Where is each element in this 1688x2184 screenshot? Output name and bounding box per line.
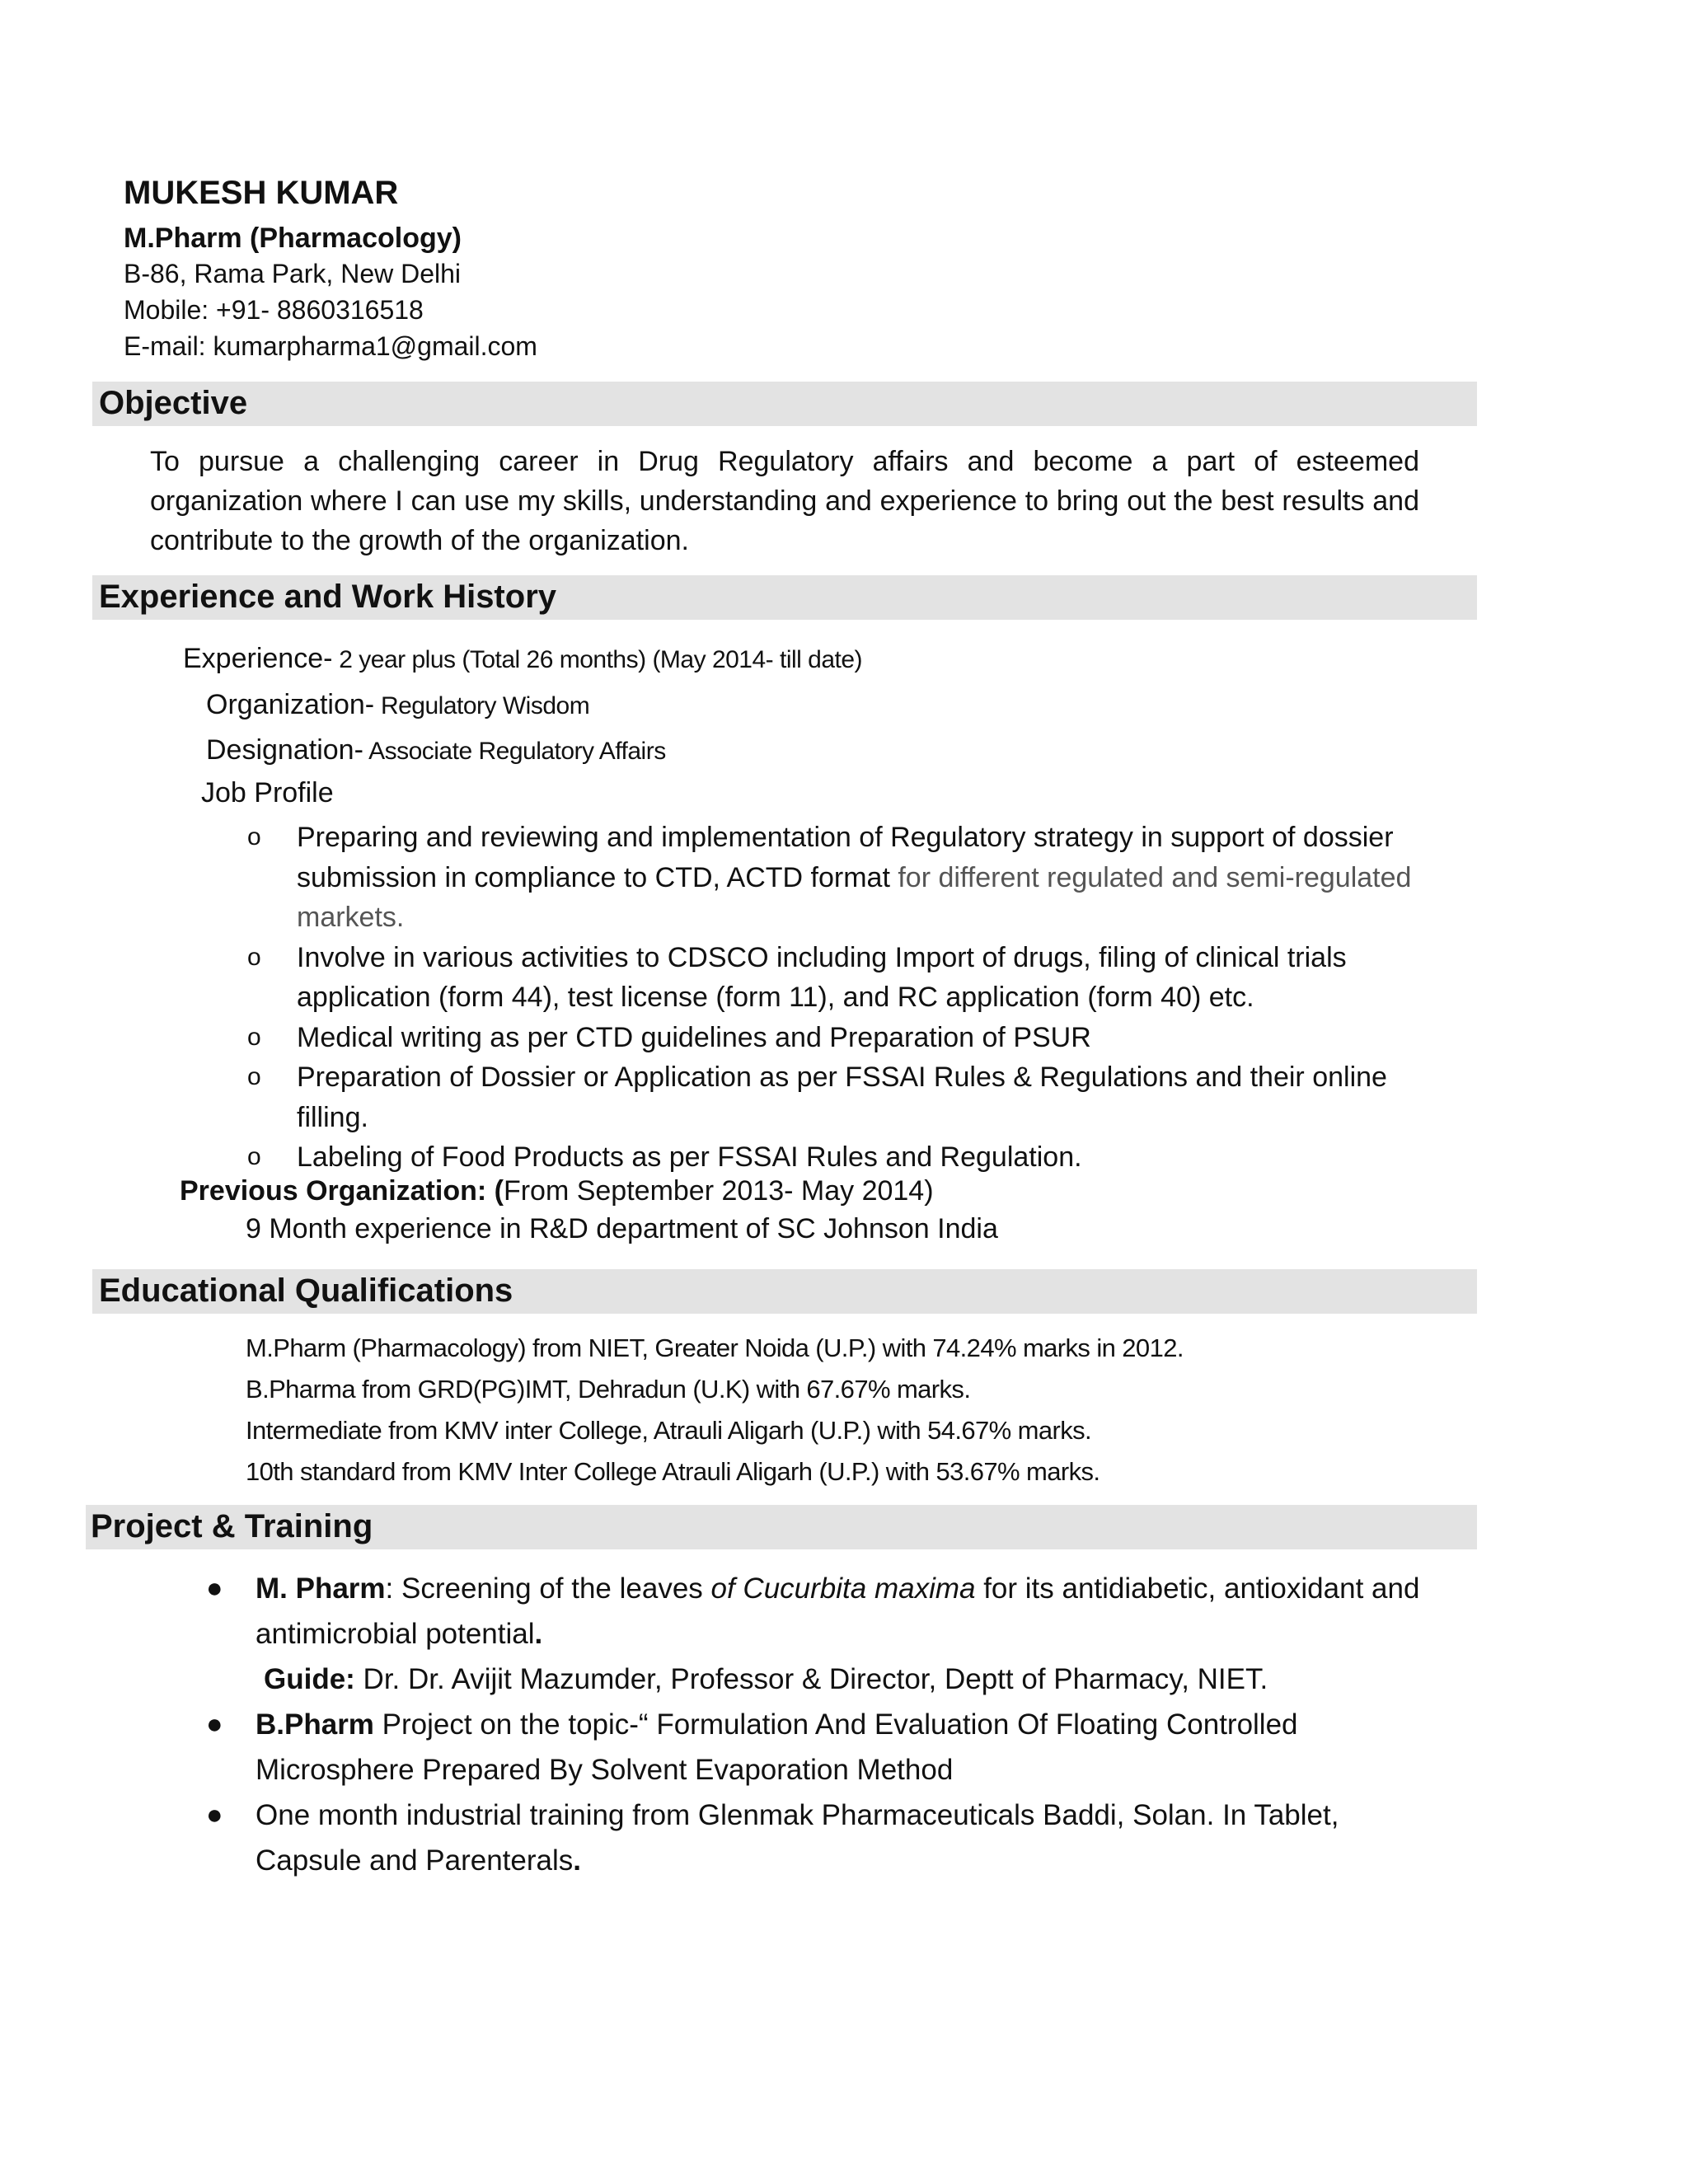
section-experience <box>92 575 1477 620</box>
project-label: M. Pharm <box>256 1572 386 1605</box>
candidate-name: MUKESH KUMAR <box>124 175 399 211</box>
education-item: M.Pharm (Pharmacology) from NIET, Greater Noida (U.P.) with 74.24% marks in 2012. <box>246 1333 1184 1362</box>
circle-bullet-icon: o <box>247 1143 261 1170</box>
circle-bullet-icon: o <box>247 823 261 851</box>
section-title: Objective <box>99 385 248 421</box>
circle-bullet-icon: o <box>247 1063 261 1090</box>
bullet-icon: ● <box>206 1708 223 1740</box>
bullet-icon: ● <box>206 1572 223 1604</box>
candidate-degree: M.Pharm (Pharmacology) <box>124 223 462 254</box>
job-profile-label: Job Profile <box>201 777 334 808</box>
section-projects <box>86 1505 1477 1549</box>
organization-value: Regulatory Wisdom <box>374 692 590 719</box>
previous-dates: From September 2013- May 2014) <box>503 1175 934 1207</box>
education-item: 10th standard from KMV Inter College Atrauli Aligarh (U.P.) with 53.67% marks. <box>246 1457 1100 1486</box>
bullet-icon: ● <box>206 1799 223 1830</box>
list-item: o Preparation of Dossier or Application as per FSSAI Rules & Regulations and their online filling. <box>247 1057 1434 1137</box>
objective-text: To pursue a challenging career in Drug Regulatory affairs and become a part of esteemed organization where I can use my skills, understanding and experience to bring out the best results and contribute to the growth of the organization. <box>150 446 1419 556</box>
previous-detail: 9 Month experience in R&D department of SC Johnson India <box>246 1213 998 1244</box>
guide-line: Guide: Dr. Dr. Avijit Mazumder, Professor & Director, Deptt of Pharmacy, NIET. <box>264 1663 1268 1695</box>
guide-label: Guide: <box>264 1663 355 1695</box>
address: B-86, Rama Park, New Delhi <box>124 259 462 288</box>
job-profile-list <box>247 818 1434 1178</box>
education-item: Intermediate from KMV inter College, Atrauli Aligarh (U.P.) with 54.67% marks. <box>246 1416 1092 1445</box>
list-item: ● M. Pharm: Screening of the leaves of Cucurbita maxima for its antidiabetic, antioxidant and antimicrobial potential. <box>206 1566 1442 1657</box>
section-education <box>92 1269 1477 1314</box>
section-objective <box>92 382 1477 426</box>
circle-bullet-icon: o <box>247 1023 261 1051</box>
list-item: o Preparing and reviewing and implementation of Regulatory strategy in support of dossier submission in compliance to CTD, ACTD format for different regulated and semi-regulated markets. <box>247 818 1434 938</box>
organization-line <box>206 689 589 721</box>
species-name: of Cucurbita maxima <box>710 1572 976 1605</box>
previous-organization <box>180 1175 934 1207</box>
list-item: ● One month industrial training from Glenmak Pharmaceuticals Baddi, Solan. In Tablet, Capsule and Parenterals. <box>206 1793 1442 1883</box>
section-title: Experience and Work History <box>99 579 556 615</box>
organization-label: Organization- <box>206 689 375 720</box>
experience-line <box>183 643 862 675</box>
section-title: Educational Qualifications <box>99 1272 513 1309</box>
mobile: Mobile: +91- 8860316518 <box>124 295 424 325</box>
education-item: B.Pharma from GRD(PG)IMT, Dehradun (U.K) with 67.67% marks. <box>246 1375 971 1404</box>
email[interactable]: E-mail: kumarpharma1@gmail.com <box>124 331 537 361</box>
circle-bullet-icon: o <box>247 943 261 971</box>
list-item: o Labeling of Food Products as per FSSAI Rules and Regulation. <box>247 1137 1434 1178</box>
list-item: ● B.Pharm Project on the topic-“ Formulation And Evaluation Of Floating Controlled Microsphere Prepared By Solvent Evaporation Method <box>206 1702 1442 1793</box>
experience-label: Experience- <box>183 643 333 674</box>
section-title: Project & Training <box>91 1508 373 1544</box>
designation-line <box>206 734 666 766</box>
list-item: o Medical writing as per CTD guidelines and Preparation of PSUR <box>247 1018 1434 1058</box>
project-label: B.Pharm <box>256 1708 374 1741</box>
designation-label: Designation- <box>206 734 363 766</box>
project-list <box>206 1566 1442 1883</box>
previous-label: Previous Organization: ( <box>180 1175 504 1207</box>
experience-value: 2 year plus (Total 26 months) (May 2014- till date) <box>332 646 863 673</box>
designation-value: Associate Regulatory Affairs <box>363 738 666 765</box>
list-item: o Involve in various activities to CDSCO including Import of drugs, filing of clinical trials application (form 44), test license (form 11), and RC application (form 40) etc. <box>247 938 1434 1018</box>
